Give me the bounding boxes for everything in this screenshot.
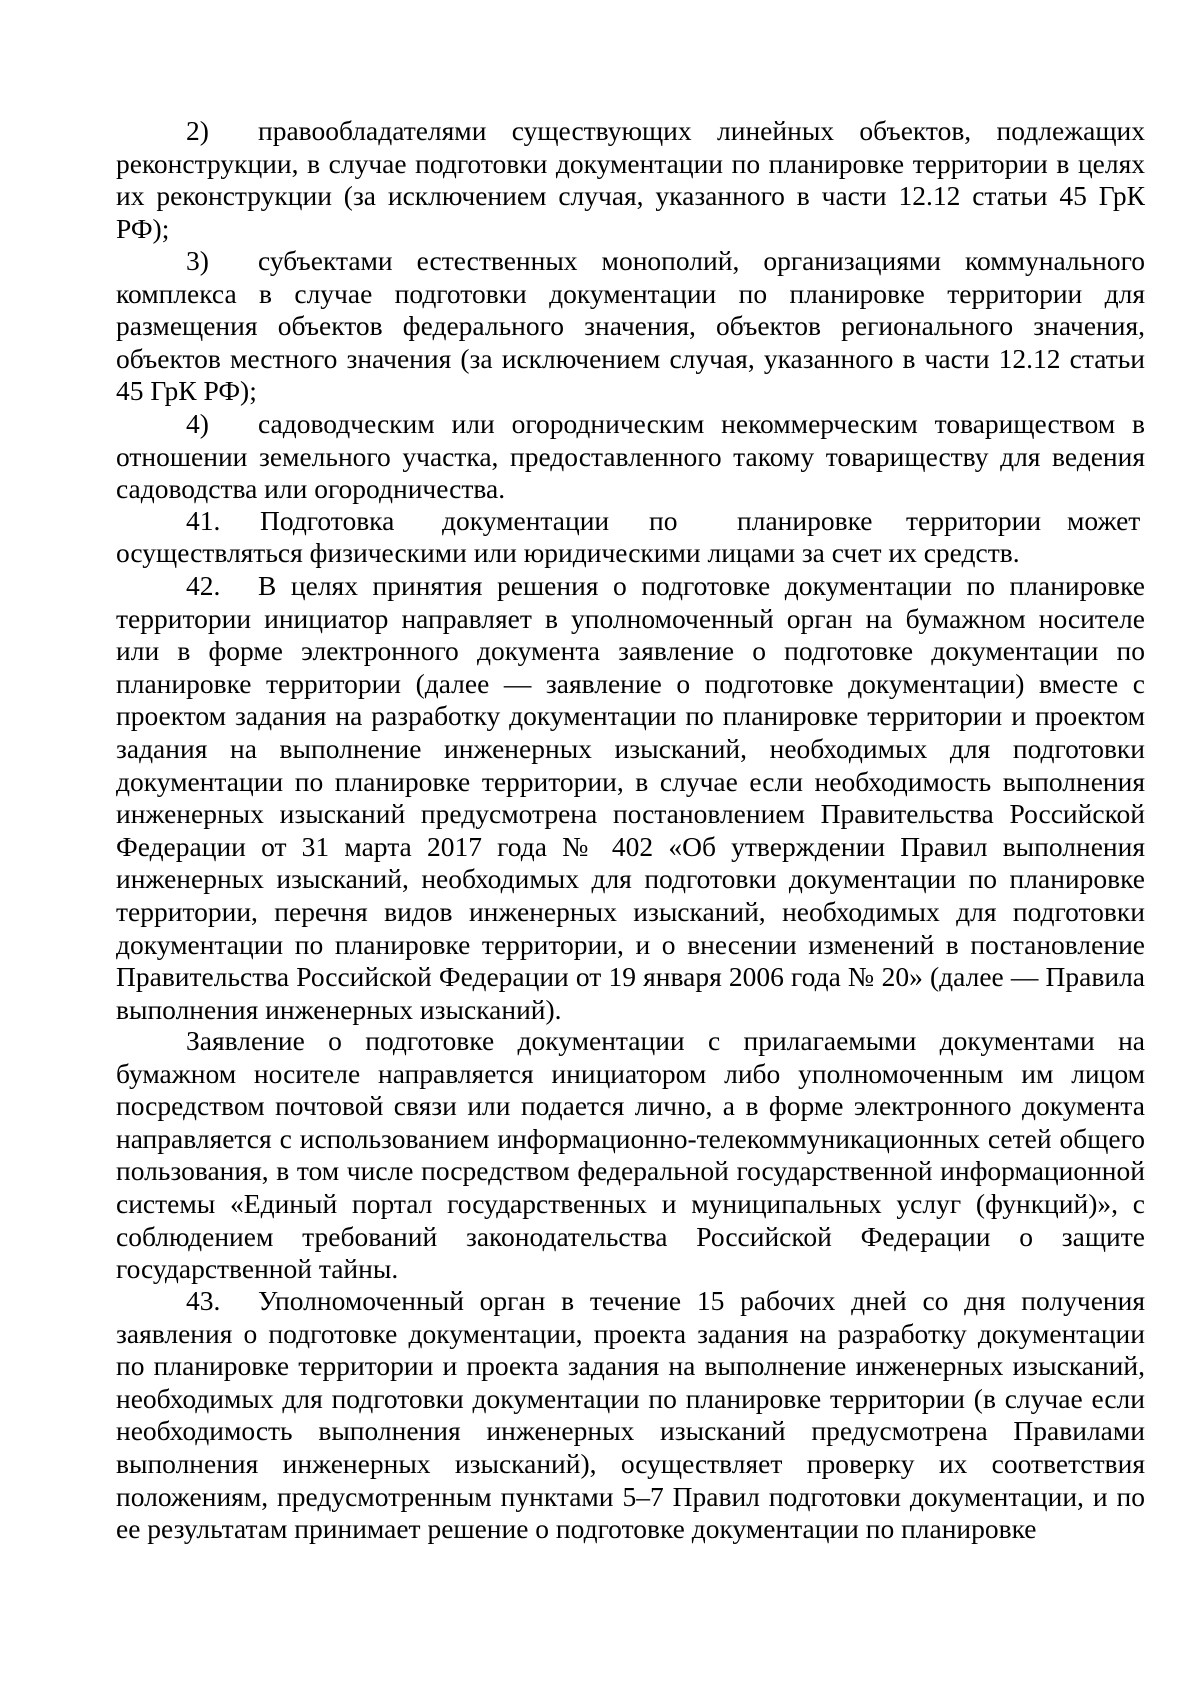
word: Подготовка bbox=[260, 505, 395, 536]
paragraph-2 bbox=[116, 115, 1145, 245]
paragraph-number: 43. bbox=[186, 1285, 221, 1316]
paragraph-text: Заявление о подготовке документации с прилагаемыми документами на бумажном носителе направляется инициатором либо уполномоченным им лицом посредством почтовой связи или подается лично, а в форме электронного документа направляется с использованием информационно-телекоммуникационных сетей общего пользования, в том числе посредством федеральной государственной информационной системы «Единый портал государственных и муниципальных услуг (функций)», с соблюдением требований законодательства Российской Федерации о защите государственной тайны. bbox=[116, 1025, 1145, 1285]
paragraph-41-line-1 bbox=[116, 505, 1145, 538]
paragraph-text: садоводческим или огородническим некоммерческим товариществом в отношении земельного участка, предоставленного такому товариществу для ведения садоводства или огородничества. bbox=[116, 408, 1145, 505]
paragraph-4 bbox=[116, 408, 1145, 506]
paragraph-number: 42. bbox=[186, 570, 221, 601]
paragraph-43 bbox=[116, 1285, 1145, 1546]
paragraph-number: 3) bbox=[186, 245, 209, 276]
paragraph-number: 2) bbox=[186, 115, 209, 146]
paragraph-text: Уполномоченный орган в течение 15 рабочих дней со дня получения заявления о подготовке документации, проекта задания на разработку документации по планировке территории и проекта задания на выполнение инженерных изысканий, необходимых для подготовки документации по планировке территории (в случае если необходимость выполнения инженерных изысканий предусмотрена Правилами выполнения инженерных изысканий), осуществляет проверку их соответствия положениям, предусмотренным пунктами 5–7 Правил подготовки документации, и по ее результатам принимает решение о подготовке документации по планировке bbox=[116, 1285, 1145, 1545]
paragraph-42 bbox=[116, 570, 1145, 1026]
word: планировке bbox=[737, 505, 873, 536]
word: по bbox=[649, 505, 678, 536]
paragraph-3 bbox=[116, 245, 1145, 408]
paragraph-41-line-2: осуществляться физическими или юридическими лицами за счет их средств. bbox=[116, 537, 1020, 568]
word: может bbox=[1067, 505, 1141, 536]
paragraph-text: В целях принятия решения о подготовке документации по планировке территории инициатор направляет в уполномоченный орган на бумажном носителе или в форме электронного документа заявление о подготовке документации по планировке территории (далее — заявление о подготовке документации) вместе с проектом задания на разработку документации по планировке территории и проектом задания на выполнение инженерных изысканий, необходимых для подготовки документации по планировке территории, в случае если необходимость выполнения инженерных изысканий предусмотрена постановлением Правительства Российской Федерации от 31 марта 2017 года № 402 «Об утверждении Правил выполнения инженерных изысканий, необходимых для подготовки документации по планировке территории, перечня видов инженерных изысканий, необходимых для подготовки документации по планировке территории, и о внесении изменений в постановление Правительства Российской Федерации от 19 января 2006 года № 20» (далее — Правила выполнения инженерных изысканий). bbox=[116, 570, 1145, 1025]
paragraph-text: субъектами естественных монополий, организациями коммунального комплекса в случае подготовки документации по планировке территории для размещения объектов федерального значения, объектов регионального значения, объектов местного значения (за исключением случая, указанного в части 12.12 статьи 45 ГрК РФ); bbox=[116, 245, 1145, 407]
paragraph-text: правообладателями существующих линейных объектов, подлежащих реконструкции, в случае подготовки документации по планировке территории в целях их реконструкции (за исключением случая, указанного в части 12.12 статьи 45 ГрК РФ); bbox=[116, 115, 1145, 244]
paragraph-number: 41. bbox=[186, 505, 221, 536]
paragraph-42-continuation bbox=[116, 1025, 1145, 1286]
word: документации bbox=[442, 505, 610, 536]
word: территории bbox=[906, 505, 1042, 536]
paragraph-number: 4) bbox=[186, 408, 209, 439]
